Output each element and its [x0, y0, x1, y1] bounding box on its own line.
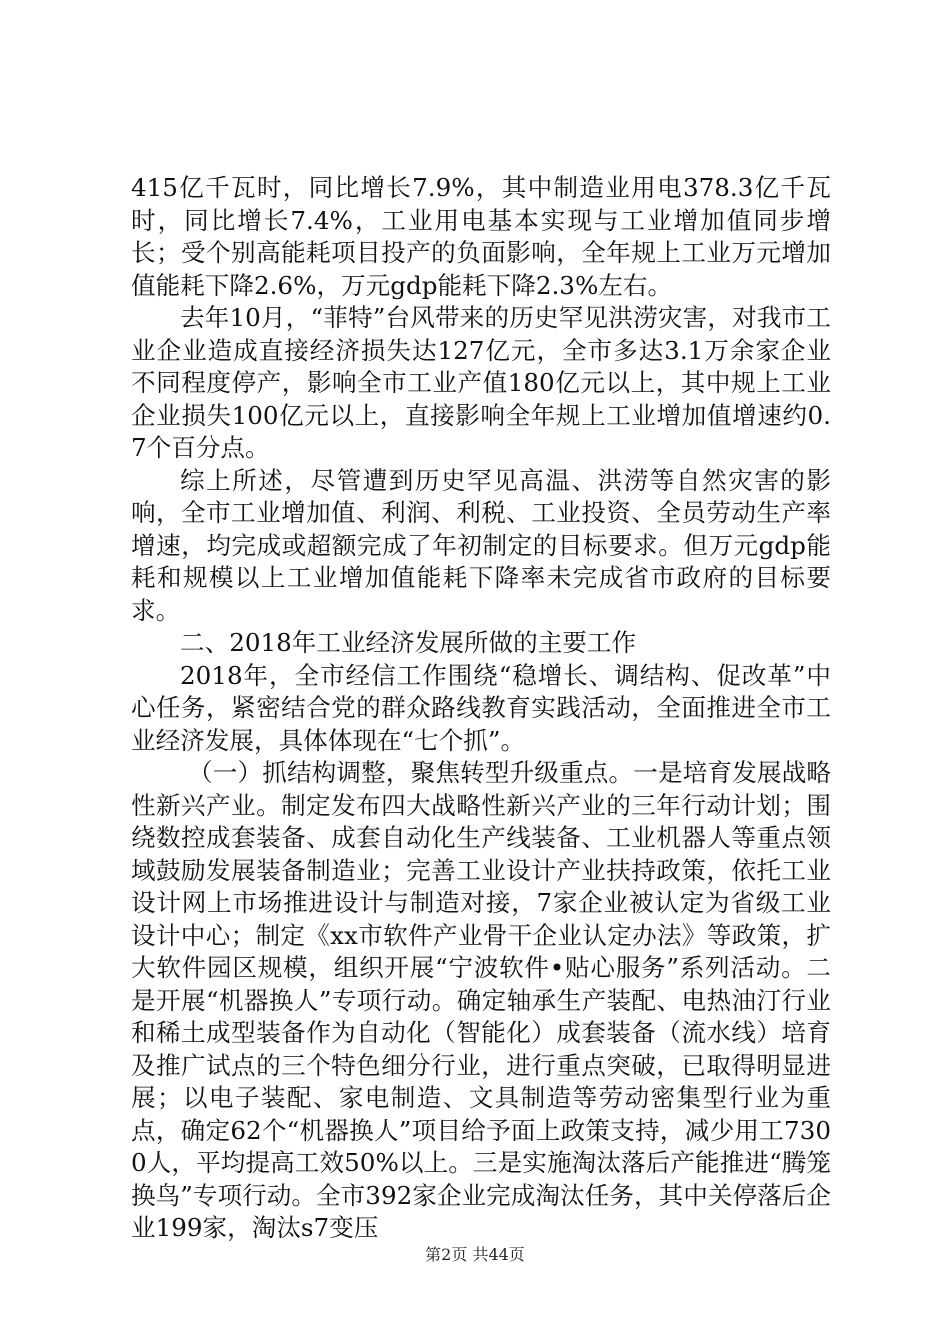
section-heading: 二、2018年工业经济发展所做的主要工作 [180, 628, 637, 657]
paragraph-structural-adjustment: （一）抓结构调整，聚焦转型升级重点。一是培育发展战略性新兴产业。制定发布四大战略性新兴产业的三年行动计划；围绕数控成套装备、成套自动化生产线装备、工业机器人等重点领域鼓励发展装备制造业；完善工业设计产业扶持政策，依托工业设计网上市场推进设计与制造对接，7家企业被认定为省级工业设计中心；制定《xx市软件产业骨干企业认定办法》等政策，扩大软件园区规模，组织开展“宁波软件•贴心服务”系列活动。二是开展“机器换人”专项行动。确定轴承生产装配、电热油汀行业和稀土成型装备作为自动化（智能化）成套装备（流水线）培育及推广试点的三个特色细分行业，进行重点突破，已取得明显进展；以电子装配、家电制造、文具制造等劳动密集型行业为重点，确定62个“机器换人”项目给予面上政策支持，减少用工7300人，平均提高工效50%以上。三是实施淘汰落后产能推进“腾笼换鸟”专项行动。全市392家企业完成淘汰任务，其中关停落后企业199家，淘汰s7变压 [131, 758, 831, 1242]
paragraph-typhoon-impact: 去年10月，“菲特”台风带来的历史罕见洪涝灾害，对我市工业企业造成直接经济损失达127亿元，全市多达3.1万余家企业不同程度停产，影响全市工业产值180亿元以上，其中规上工业企业损失100亿元以上，直接影响全年规上工业增加值增速约0.7个百分点。 [131, 303, 831, 462]
paragraph-work-overview: 2018年，全市经信工作围绕“稳增长、调结构、促改革”中心任务，紧密结合党的群众路线教育实践活动，全面推进全市工业经济发展，具体体现在“七个抓”。 [131, 660, 831, 755]
page-footer: 第2页 共44页 [425, 1245, 525, 1264]
paragraph-summary: 综上所述，尽管遭到历史罕见高温、洪涝等自然灾害的影响，全市工业增加值、利润、利税、工业投资、全员劳动生产率增速，均完成或超额完成了年初制定的目标要求。但万元gdp能耗和规模以上工业增加值能耗下降率未完成省市政府的目标要求。 [131, 465, 831, 625]
document-body [131, 172, 831, 1245]
paragraph-continuation: 415亿千瓦时，同比增长7.9%，其中制造业用电378.3亿千瓦时，同比增长7.4%，工业用电基本实现与工业增加值同步增长；受个别高能耗项目投产的负面影响，全年规上工业万元增加值能耗下降2.6%，万元gdp能耗下降2.3%左右。 [131, 173, 831, 300]
